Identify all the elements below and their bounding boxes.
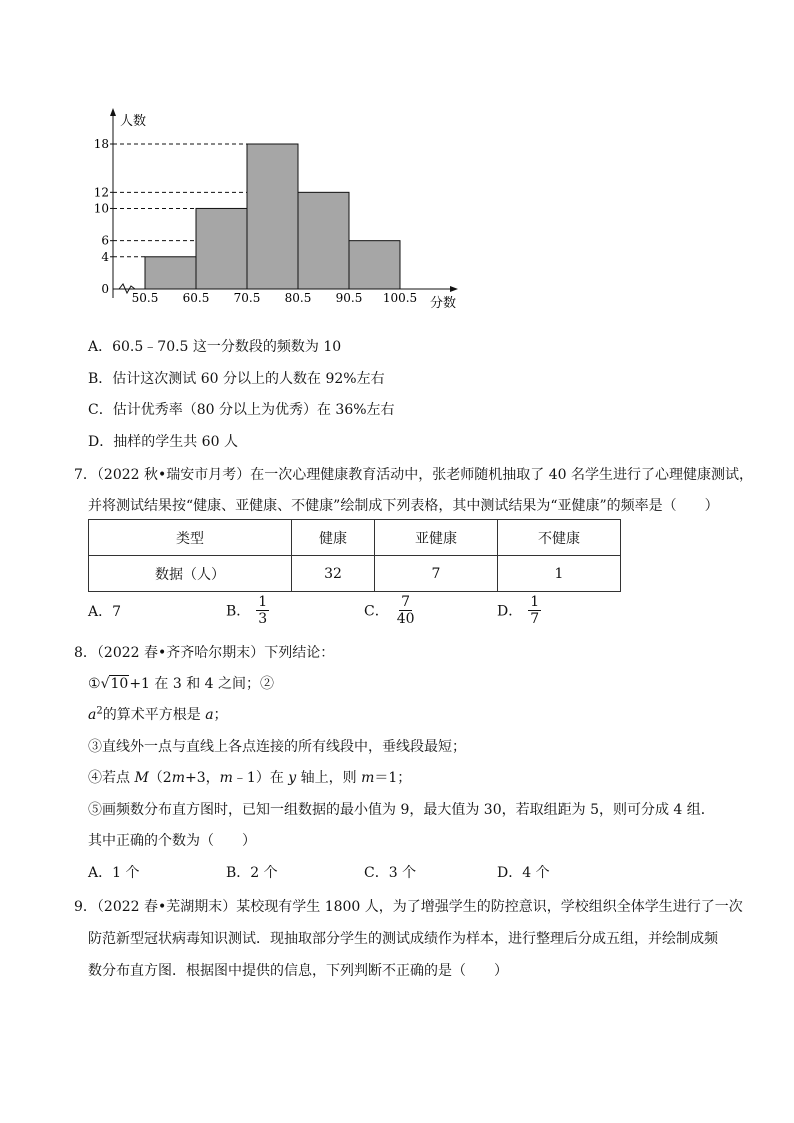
numerator: 7 <box>401 594 411 610</box>
y-tick-label: 10 <box>93 201 109 216</box>
variable: a <box>88 707 97 723</box>
y-tick-label: 12 <box>93 185 109 200</box>
table-header-cell: 亚健康 <box>375 520 498 556</box>
variable: m <box>361 770 375 786</box>
q8-stem: 8．（2022 春•齐齐哈尔期末）下列结论： <box>74 645 335 661</box>
denominator: 40 <box>396 611 415 628</box>
option-letter: C． <box>364 603 389 620</box>
histogram-bar <box>247 144 298 289</box>
statement-text: ④若点 <box>88 770 135 786</box>
q8-statement-4 <box>88 767 411 787</box>
chart-bars <box>145 144 400 289</box>
table-header-cell: 类型 <box>89 520 292 556</box>
y-axis-label: 人数 <box>120 114 147 129</box>
q8-option-c: C．3 个 <box>364 865 417 881</box>
variable: y <box>288 770 297 786</box>
statement-text: 轴上，则 <box>296 770 362 786</box>
q7-option-b <box>226 594 269 627</box>
x-tick-label: 90.5 <box>335 291 363 305</box>
q7-data-table <box>88 519 621 592</box>
q9-stem-line2: 防范新型冠状病毒知识测试．现抽取部分学生的测试成绩作为样本，进行整理后分成五组，并绘制成频 <box>88 931 718 947</box>
option-letter: D． <box>497 603 523 620</box>
x-tick-label: 50.5 <box>131 291 159 305</box>
radicand: 10 <box>110 676 129 692</box>
fraction <box>528 594 541 627</box>
q8-statement-5: ⑤画频数分布直方图时，已知一组数据的最小值为 9，最大值为 30，若取组距为 5，则可分成 4 组． <box>88 802 715 818</box>
statement-text: +3， <box>185 770 220 786</box>
fraction <box>256 594 269 627</box>
x-tick-labels <box>132 291 418 305</box>
statement-text: ﹣1）在 <box>232 770 289 786</box>
q7-stem-line2: 并将测试结果按“健康、亚健康、不健康”绘制成下列表格，其中测试结果为“亚健康”的频率是（ ） <box>88 498 719 514</box>
fraction <box>395 594 417 627</box>
table-header-cell: 健康 <box>292 520 375 556</box>
table-cell: 7 <box>375 556 498 592</box>
q6-option-b: B．估计这次测试 60 分以上的人数在 92%左右 <box>88 371 385 387</box>
variable: M <box>134 770 149 786</box>
exponent: 2 <box>96 705 103 717</box>
histogram-chart <box>0 0 794 330</box>
x-tick-label: 70.5 <box>233 291 261 305</box>
y-tick-label: 6 <box>101 233 109 248</box>
numerator: 1 <box>530 594 540 610</box>
statement-end: ； <box>213 707 228 723</box>
table-header-cell: 不健康 <box>497 520 620 556</box>
histogram-bar <box>298 192 349 289</box>
q8-option-d: D．4 个 <box>497 865 550 881</box>
histogram-bar <box>196 208 247 289</box>
table-row <box>89 556 621 592</box>
q8-statement-2 <box>88 704 228 724</box>
histogram-bar <box>349 241 400 289</box>
x-tick-label: 80.5 <box>284 291 312 305</box>
q8-option-a: A．1 个 <box>88 865 140 881</box>
q8-statement-1 <box>88 673 274 693</box>
variable: m <box>219 770 233 786</box>
q7-option-d <box>497 594 541 627</box>
y-axis-arrow <box>110 108 116 116</box>
q7-stem-line1: 7．（2022 秋•瑞安市月考）在一次心理健康教育活动中，张老师随机抽取了 40 名学生进行了心理健康测试， <box>74 467 753 483</box>
x-tick-label: 60.5 <box>182 291 210 305</box>
option-letter: B． <box>226 603 251 620</box>
q7-option-c <box>364 594 417 627</box>
q8-statement-3: ③直线外一点与直线上各点连接的所有线段中，垂线段最短； <box>88 739 466 755</box>
variable: m <box>171 770 185 786</box>
q6-option-c: C．估计优秀率（80 分以上为优秀）在 36%左右 <box>88 402 395 418</box>
statement-text: ＝1； <box>374 770 412 786</box>
y-tick-label: 0 <box>101 282 109 296</box>
table-row-label: 数据（人） <box>89 556 292 592</box>
q6-option-d: D．抽样的学生共 60 人 <box>88 434 238 450</box>
denominator: 7 <box>530 611 540 628</box>
table-cell: 32 <box>292 556 375 592</box>
q9-stem-line1: 9．（2022 春•芜湖期末）某校现有学生 1800 人，为了增强学生的防控意识，学校组织全体学生进行了一次 <box>74 899 743 915</box>
statement-text: 的算术平方根是 <box>102 707 206 723</box>
y-tick-label: 4 <box>101 249 109 264</box>
statement-marker: ① <box>88 676 101 692</box>
denominator: 3 <box>258 611 268 628</box>
variable: a <box>205 707 214 723</box>
x-axis-arrow <box>450 286 458 292</box>
statement-text: +1 在 3 和 4 之间；② <box>129 676 275 692</box>
q9-stem-line3: 数分布直方图．根据图中提供的信息，下列判断不正确的是（ ） <box>88 963 508 979</box>
histogram-bar <box>145 257 196 289</box>
q8-option-b: B．2 个 <box>226 865 278 881</box>
y-tick-label: 18 <box>93 137 109 151</box>
x-tick-label: 100.5 <box>382 291 418 305</box>
table-header-row <box>89 520 621 556</box>
statement-text: （2 <box>148 770 172 786</box>
q7-option-a: A．7 <box>88 604 122 620</box>
y-tick-labels <box>94 137 113 296</box>
q8-question: 其中正确的个数为（ ） <box>88 833 256 849</box>
square-root: √10 <box>100 676 129 692</box>
table-cell: 1 <box>497 556 620 592</box>
numerator: 1 <box>258 594 268 610</box>
q6-option-a: A．60.5﹣70.5 这一分数段的频数为 10 <box>88 339 342 355</box>
x-axis-label: 分数 <box>430 296 457 311</box>
